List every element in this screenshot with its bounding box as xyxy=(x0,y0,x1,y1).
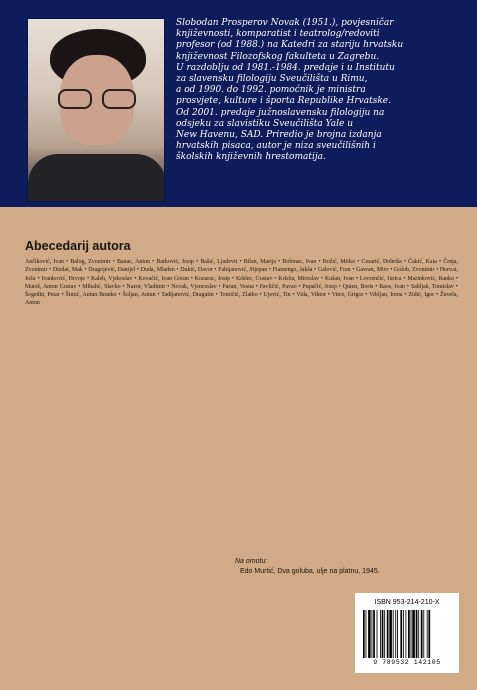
index-entry: Dragojević, Danijel xyxy=(88,267,136,274)
index-entry: Zidić, Igor xyxy=(408,292,435,299)
index-entry: Vitez, Grigor xyxy=(331,292,364,299)
index-entry: Dukić, Davor xyxy=(180,267,213,274)
barcode-bar xyxy=(372,610,373,658)
index-entry: Bilan, Marija xyxy=(243,259,277,265)
author-biography xyxy=(176,18,461,164)
barcode-bar xyxy=(397,610,398,658)
index-entry: Galović, Fran xyxy=(317,267,351,274)
index-entry: Bobinac, Ivan xyxy=(282,259,317,265)
author-index: Ančiković, Ivan • Balog, Zvonimir • Banac, Antun • Barković, Josip • Bašić, Ljudevit • Bilan, Marija • Bobinac, Ivan • Božić, Mirko • Cesarić, Dobriša • Čakić, Kata • Črnja, Zvonimir • Dizdar, Mak • Dragojević, Danijel • Duda, Mladen • Dukić, Davor • Fabijanović, Stjepan • Fiamengo, Jakša • Galović, Fran • Gavran, Miro • Golob, Zvonimir • Horvat, Joža • Ivanković, Hrvoje • Kaleb, Vjekoslav • Kovačić, Ivan Goran • Kozarac, Josip • Krklec, Gustav • Krleža, Miroslav • Kušan, Ivan • Lovrenčić, Jurica • Marinković, Ranko • Matoš, Antun Gustav • Mihalić, Slavko • Nazor, Vladimir • Novak, Vjenceslav • Parun, Vesna • Pavličić, Pavao • Pupačić, Josip • Quien, Boris • Raos, Ivan • Sabljak, Tomislav • Šegedin, Petar • Šimić, Antun Branko • Šoljan, Antun • Tadijanović, Dragutin • Tomičić, Zlatko • Ujević, Tin • Vida, Viktor • Vitez, Grigor • Vrkljan, Irena • Zidić, Igor • Žuvela, Antun xyxy=(25,259,458,307)
index-entry: Kaleb, Vjekoslav xyxy=(90,275,133,282)
index-entry: Pupačić, Josip xyxy=(302,283,337,290)
index-entry: Duda, Mladen xyxy=(140,267,175,274)
barcode-bar xyxy=(393,610,394,658)
index-entry: Ujević, Tin xyxy=(263,292,291,299)
bio-line: Od 2001. predaje južnoslavensku filologiju na xyxy=(176,107,385,118)
index-entry: Šoljan, Antun xyxy=(122,292,156,299)
barcode-bar xyxy=(366,610,367,658)
index-entry: Krleža, Miroslav xyxy=(278,275,319,282)
index-entry: Banac, Antun xyxy=(116,259,150,265)
index-entry: Parun, Vesna xyxy=(222,283,254,290)
index-entry: Ančiković, Ivan xyxy=(25,259,64,265)
barcode-bar xyxy=(406,610,407,658)
index-entry: Nazor, Vladimir xyxy=(126,283,166,290)
index-title: Abecedarij autora xyxy=(25,239,131,253)
index-entry: Cesarić, Dobriša xyxy=(361,259,402,265)
author-jacket xyxy=(28,154,165,202)
barcode-bar xyxy=(403,610,404,658)
cover-credit-label: Na omotu: xyxy=(235,558,268,565)
cover-credit xyxy=(235,557,380,577)
barcode-bar xyxy=(389,610,392,658)
author-photo xyxy=(27,18,165,202)
barcode-bar xyxy=(416,610,418,658)
barcode-bar xyxy=(421,610,423,658)
barcode-bar xyxy=(412,610,415,658)
index-entry: Tomičić, Zlatko xyxy=(219,292,258,299)
bio-line: Slobodan Prosperov Novak (1951.), povjesničar xyxy=(176,18,394,28)
barcode-bar xyxy=(418,610,419,658)
bio-line: U razdoblju od 1981.-1984. predaje i u Institutu xyxy=(176,62,395,73)
index-entry: Kovačić, Ivan Goran xyxy=(138,275,189,282)
index-entry: Kušan, Ivan xyxy=(324,275,354,282)
index-entry: Ivanković, Hrvoje xyxy=(41,275,86,282)
barcode-bar xyxy=(387,610,389,658)
barcode-bar xyxy=(428,610,430,658)
barcode-icon xyxy=(363,610,451,658)
barcode-bar xyxy=(395,610,396,658)
bio-line: hrvatskih pisaca, autor je niza sveučilišnih i xyxy=(176,141,376,152)
index-entry: Gavran, Miro xyxy=(356,267,389,274)
index-entry: Božić, Mirko xyxy=(322,259,356,265)
bio-line: književnosti, komparatist i teatrolog/redoviti xyxy=(176,29,380,40)
index-entry: Črnja, Zvonimir xyxy=(25,259,458,274)
barcode-bar xyxy=(377,610,378,658)
index-entry: Golob, Zvonimir xyxy=(394,267,435,274)
bio-line: a od 1990. do 1992. pomoćnik je ministra xyxy=(176,85,366,96)
index-entry: Vida, Viktor xyxy=(296,292,326,299)
index-entry: Tadijanović, Dragutin xyxy=(161,292,214,299)
index-entry: Matoš, Antun Gustav xyxy=(25,283,77,290)
bio-line: profesor (od 1988.) na Katedri za stariju hrvatsku xyxy=(176,40,404,51)
barcode-bar xyxy=(382,610,384,658)
barcode-bar xyxy=(427,610,428,658)
bio-line: New Havenu, SAD. Priredio je brojna izdanja xyxy=(176,130,382,141)
ean-number: 9 789532 142105 xyxy=(373,659,441,666)
index-entry: Raos, Ivan xyxy=(379,283,405,290)
bio-line: književnost Filozofskog fakulteta u Zagrebu. xyxy=(176,51,380,62)
index-entry: Žuvela, Antun xyxy=(25,292,458,307)
cover-credit-text: Edo Murtić, Dva goluba, ulje na platnu, 1945. xyxy=(240,568,380,575)
bio-line: odsjeku za slavistiku Sveučilišta Yale u xyxy=(176,118,354,129)
bio-line: prosvjete, kulture i športa Republike Hrvatske. xyxy=(176,96,391,107)
barcode-bar xyxy=(400,610,402,658)
index-entry: Bašić, Ljudevit xyxy=(200,259,238,265)
index-entry: Čakić, Kata xyxy=(408,259,437,265)
barcode-bar xyxy=(411,610,412,658)
barcode-bar xyxy=(373,610,375,658)
index-entry: Kozarac, Josip xyxy=(194,275,231,282)
barcode-bar xyxy=(368,610,371,658)
index-entry: Balog, Zvonimir xyxy=(70,259,111,265)
index-entry: Sabljak, Tomislav xyxy=(410,283,454,290)
index-entry: Barković, Josip xyxy=(156,259,194,265)
index-entry: Fabijanović, Stjepan xyxy=(218,267,268,274)
bio-line: školskih književnih hrestomatija. xyxy=(176,152,326,163)
isbn-label: ISBN 953-214-210-X xyxy=(374,599,440,606)
index-entry: Krklec, Gustav xyxy=(236,275,273,282)
barcode-bar xyxy=(363,610,365,658)
author-glasses xyxy=(58,89,140,111)
index-entry: Quien, Boris xyxy=(342,283,374,290)
index-entry: Šegedin, Petar xyxy=(25,292,60,299)
index-entry: Dizdar, Mak xyxy=(52,267,83,274)
barcode-bar xyxy=(423,610,424,658)
index-entry: Horvat, Joža xyxy=(25,267,458,282)
barcode-bar xyxy=(380,610,381,658)
barcode-bar xyxy=(384,610,385,658)
barcode-box xyxy=(355,593,459,673)
index-entry: Pavličić, Pavao xyxy=(259,283,297,290)
index-entry: Šimić, Antun Branko xyxy=(65,292,117,299)
index-entry: Mihalić, Slavko xyxy=(82,283,121,290)
index-entry: Fiamengo, Jakša xyxy=(272,267,313,274)
bio-line: za slavensku filologiju Sveučilišta u Rimu, xyxy=(176,74,368,85)
index-entry: Lovrenčić, Jurica xyxy=(359,275,402,282)
barcode-bar xyxy=(408,610,410,658)
index-entry: Marinković, Ranko xyxy=(407,275,454,282)
index-entry: Vrkljan, Irena xyxy=(369,292,403,299)
index-entry: Novak, Vjenceslav xyxy=(171,283,217,290)
